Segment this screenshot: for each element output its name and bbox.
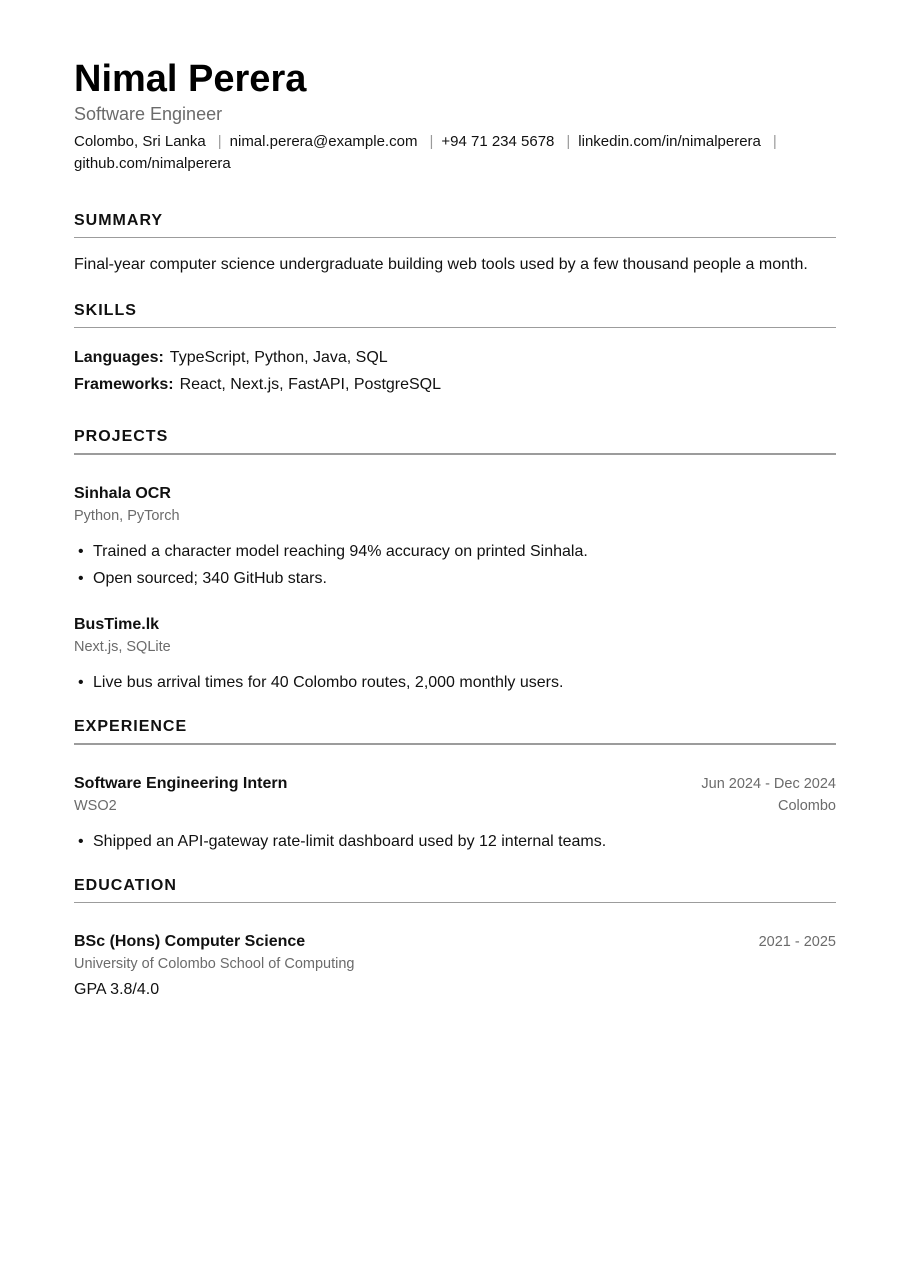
project-item — [74, 614, 836, 696]
contact-linkedin[interactable]: linkedin.com/in/nimalperera — [578, 133, 761, 150]
contact-separator: | — [217, 133, 222, 150]
experience-item — [74, 773, 836, 855]
resume-page — [74, 56, 836, 1002]
summary-text: Final-year computer science undergraduate building web tools used by a few thousand people a month. — [74, 256, 808, 273]
education-item — [74, 931, 836, 1002]
bullet-glyph: • — [78, 543, 84, 560]
experience-sub-row — [74, 795, 836, 817]
bullet-glyph: • — [78, 570, 84, 587]
contact-separator: | — [772, 133, 777, 150]
project-bullets — [74, 669, 836, 696]
bullet-item — [74, 565, 836, 592]
contact-separator: | — [429, 133, 434, 150]
project-name: BusTime.lk — [74, 616, 160, 633]
education-section — [74, 876, 836, 1002]
projects-section — [74, 427, 836, 696]
education-gpa: GPA 3.8/4.0 — [74, 981, 160, 998]
skills-list — [74, 344, 836, 398]
bullet-item — [74, 669, 836, 696]
project-tech: Next.js, SQLite — [74, 639, 171, 655]
project-name: Sinhala OCR — [74, 485, 171, 502]
experience-company: WSO2 — [74, 798, 117, 814]
bullet-text: Trained a character model reaching 94% accuracy on printed Sinhala. — [93, 543, 588, 560]
bullet-text: Shipped an API-gateway rate-limit dashboard used by 12 internal teams. — [93, 833, 607, 850]
contact-separator: | — [566, 133, 571, 150]
contact-location: Colombo, Sri Lanka — [74, 133, 206, 150]
contact-phone[interactable]: +94 71 234 5678 — [441, 133, 555, 150]
candidate-role: Software Engineer — [74, 104, 223, 124]
summary-section — [74, 211, 836, 276]
skill-row — [74, 371, 836, 398]
bullet-text: Open sourced; 340 GitHub stars. — [93, 570, 327, 587]
section-heading-skills: SKILLS — [74, 301, 836, 328]
bullet-item — [74, 538, 836, 565]
section-heading-projects: PROJECTS — [74, 427, 836, 455]
contact-email[interactable]: nimal.perera@example.com — [229, 133, 418, 150]
section-heading-experience: EXPERIENCE — [74, 717, 836, 745]
bullet-item — [74, 828, 836, 855]
skill-row — [74, 344, 836, 371]
skill-value: React, Next.js, FastAPI, PostgreSQL — [179, 376, 442, 393]
project-bullets — [74, 538, 836, 592]
skills-section — [74, 301, 836, 398]
skill-label: Languages: — [74, 349, 164, 366]
bullet-glyph: • — [78, 833, 84, 850]
experience-location: Colombo — [777, 798, 836, 814]
education-degree: BSc (Hons) Computer Science — [74, 933, 306, 950]
resume-header — [74, 56, 836, 175]
bullet-glyph: • — [78, 674, 84, 691]
project-tech: Python, PyTorch — [74, 508, 180, 524]
skill-label: Frameworks: — [74, 376, 174, 393]
candidate-name: Nimal Perera — [74, 58, 307, 100]
section-heading-education: EDUCATION — [74, 876, 836, 903]
skill-value: TypeScript, Python, Java, SQL — [169, 349, 388, 366]
experience-dates: Jun 2024 - Dec 2024 — [701, 776, 836, 792]
experience-role: Software Engineering Intern — [74, 775, 288, 792]
education-header-row — [74, 931, 836, 953]
section-heading-summary: SUMMARY — [74, 211, 836, 238]
experience-header-row — [74, 773, 836, 795]
education-school: University of Colombo School of Computing — [74, 956, 355, 972]
project-item — [74, 483, 836, 592]
experience-bullets — [74, 828, 836, 855]
contact-github[interactable]: github.com/nimalperera — [74, 155, 231, 172]
bullet-text: Live bus arrival times for 40 Colombo routes, 2,000 monthly users. — [93, 674, 564, 691]
contact-line — [74, 131, 836, 175]
education-dates: 2021 - 2025 — [758, 934, 836, 950]
experience-section — [74, 717, 836, 855]
